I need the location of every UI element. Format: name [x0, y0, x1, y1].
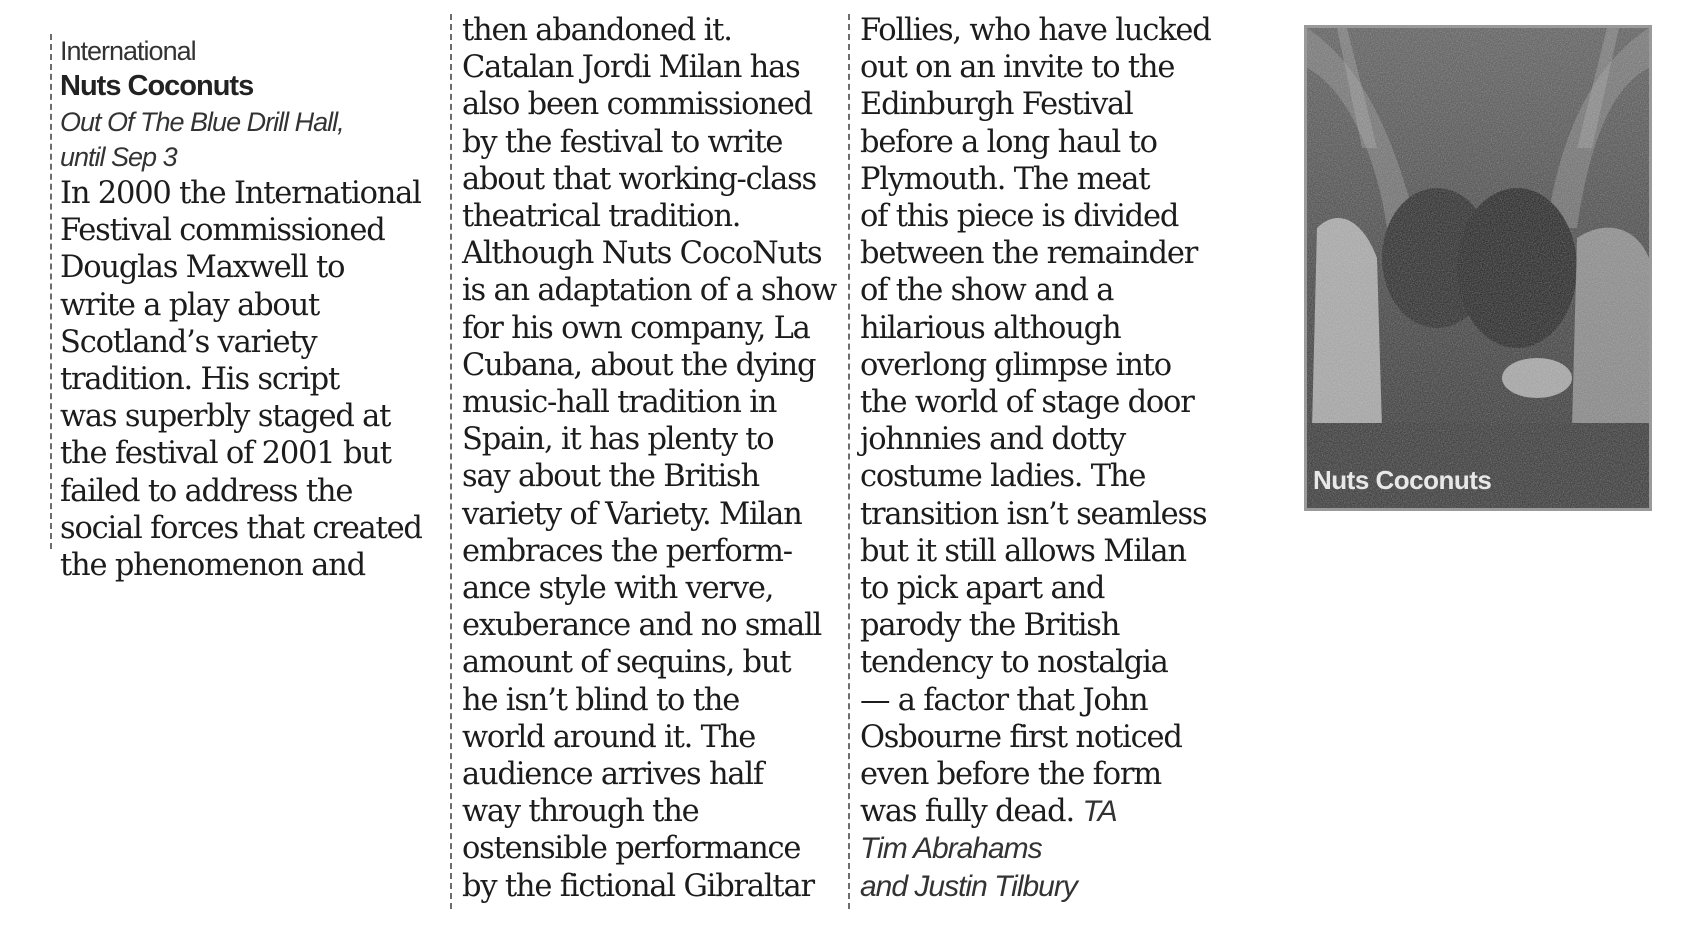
text-line: say about the British	[462, 459, 759, 495]
text-line: by the festival to write	[462, 124, 783, 160]
text-line: Spain, it has plenty to	[462, 422, 774, 458]
text-line: he isn’t blind to the	[462, 682, 740, 718]
text-line: tradition. His script	[60, 362, 340, 398]
text-line: ostensible performance	[462, 831, 801, 867]
text-line: way through the	[462, 794, 699, 830]
text-line: parody the British	[860, 608, 1120, 644]
text-line: costume ladies. The	[860, 459, 1146, 495]
text-line: then abandoned it.	[462, 13, 732, 48]
text-line: before a long haul to	[860, 124, 1157, 160]
byline-1	[860, 830, 1260, 867]
column-rule-1	[50, 34, 52, 549]
final-line	[860, 793, 1260, 830]
text-line: theatrical tradition.	[462, 199, 741, 235]
text-line: the festival of 2001 but	[60, 436, 391, 472]
text-line: failed to address the	[60, 473, 353, 509]
body-text-col1	[60, 175, 435, 584]
text-line: ance style with verve,	[462, 571, 774, 607]
byline-name-2: and Justin Tilbury	[860, 869, 1077, 903]
text-line: was superbly staged at	[60, 399, 391, 435]
text-line: by the fictional Gibraltar	[462, 868, 814, 904]
photo-illustration	[1307, 28, 1649, 508]
text-line: the phenomenon and	[60, 548, 365, 584]
text-line: Plymouth. The meat	[860, 161, 1150, 197]
text-line: audience arrives half	[462, 757, 764, 793]
text-line: transition isn’t seamless	[860, 496, 1207, 532]
article-column-3	[860, 12, 1260, 905]
text-line: Osbourne first noticed	[860, 719, 1182, 755]
byline-2	[860, 868, 1260, 905]
text-line: social forces that created	[60, 510, 422, 546]
byline-name-1: Tim Abrahams	[860, 832, 1042, 866]
text-line: the world of stage door	[860, 385, 1194, 421]
text-line: but it still allows Milan	[860, 533, 1186, 569]
body-text-col2	[462, 12, 862, 905]
text-line: out on an invite to the	[860, 50, 1175, 86]
text-line: even before the form	[860, 757, 1162, 793]
text-line: Although Nuts CocoNuts	[462, 236, 822, 272]
body-text-col3	[860, 12, 1260, 793]
section-label: International	[60, 36, 196, 66]
text-line: johnnies and dotty	[860, 422, 1125, 458]
text-line: of this piece is divided	[860, 199, 1179, 235]
production-photo	[1307, 28, 1649, 508]
text-line: overlong glimpse into	[860, 347, 1171, 383]
text-line: variety of Variety. Milan	[462, 496, 802, 532]
article-title: Nuts Coconuts	[60, 70, 254, 102]
text-line: Catalan Jordi Milan has	[462, 50, 800, 86]
text-line: hilarious although	[860, 310, 1121, 346]
text-line: Douglas Maxwell to	[60, 250, 345, 286]
closing-text: was fully dead.	[860, 794, 1074, 830]
text-line: between the remainder	[860, 236, 1198, 272]
text-line: Follies, who have lucked	[860, 13, 1211, 48]
text-line: is an adaptation of a show	[462, 273, 836, 309]
text-line: Cubana, about the dying	[462, 347, 816, 383]
column-rule-2	[450, 14, 452, 909]
text-line: Festival commissioned	[60, 213, 385, 249]
text-line: also been commissioned	[462, 87, 812, 123]
article-column-2	[462, 12, 862, 905]
photo-caption: Nuts Coconuts	[1313, 465, 1492, 495]
text-line: — a factor that John	[860, 682, 1148, 718]
text-line: amount of sequins, but	[462, 645, 791, 681]
text-line: to pick apart and	[860, 571, 1105, 607]
text-line: world around it. The	[462, 719, 756, 755]
text-line: for his own company, La	[462, 310, 810, 346]
text-line: Scotland’s variety	[60, 324, 317, 360]
article-column-1	[60, 34, 435, 584]
venue-line: Out Of The Blue Drill Hall,	[60, 107, 344, 137]
text-line: of the show and a	[860, 273, 1114, 309]
text-line: about that working-class	[462, 161, 816, 197]
text-line: In 2000 the International	[60, 176, 421, 211]
text-line: Edinburgh Festival	[860, 87, 1133, 123]
text-line: tendency to nostalgia	[860, 645, 1168, 681]
text-line: exuberance and no small	[462, 608, 822, 644]
reviewer-initials: TA	[1082, 795, 1117, 829]
text-line: music-hall tradition in	[462, 385, 777, 421]
text-line: embraces the perform-	[462, 533, 792, 569]
text-line: write a play about	[60, 287, 320, 323]
dates-line: until Sep 3	[60, 142, 177, 172]
